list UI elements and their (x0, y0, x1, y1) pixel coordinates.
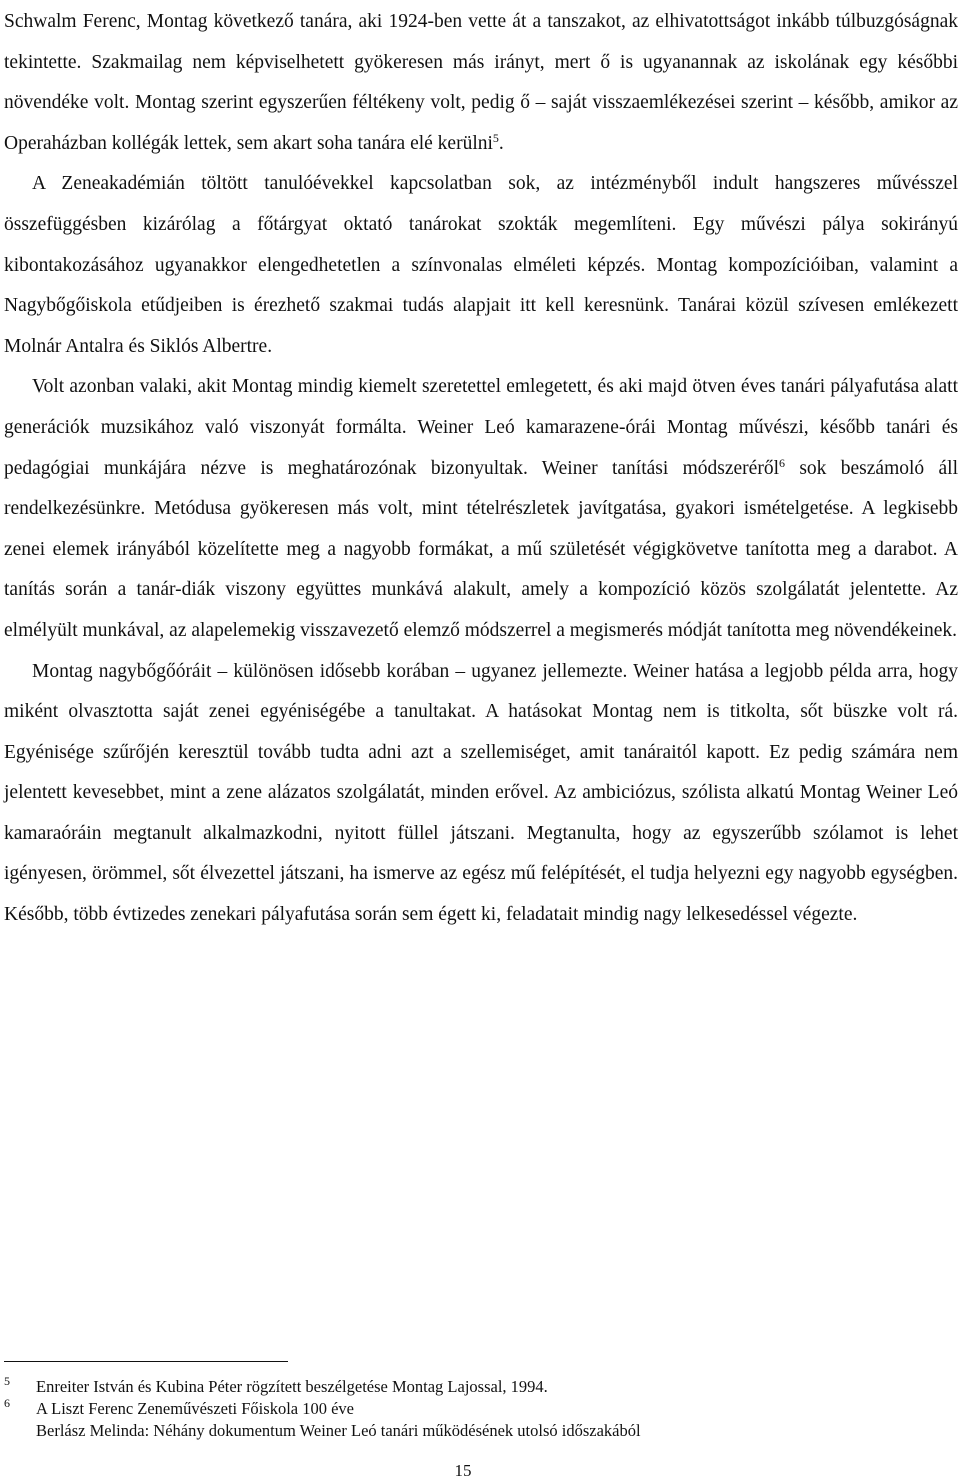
paragraph-text: sok beszámoló áll rendelkezésünkre. Metódusa gyökeresen más volt, mint tételrészletek javítgatása, gyakori ismételgetése. A legkisebb zenei elemek irányából közelítette meg a nagyobb formákat, a mű születését végigkövetve tanította meg a darabot. A tanítás során a tanár-diák viszony együttes munkává alakult, amely a kompozíció közös szolgálatát jelentette. Az elmélyült munkával, az alapelemekig visszavezető elemző módszerrel a megismerés módját tanította meg növendékeinek. (4, 457, 958, 641)
body-text (4, 2, 958, 936)
paragraph-zeneakademia (4, 164, 958, 367)
footnote-separator (4, 1361, 288, 1362)
footnote-number: 5 (4, 1374, 10, 1388)
paragraph-montag-orai (4, 652, 958, 936)
footnote-ref-5[interactable]: 5 (492, 130, 499, 145)
footnote-text: A Liszt Ferenc Zeneművészeti Főiskola 100 éve (36, 1399, 354, 1418)
footnote-number: 6 (4, 1396, 10, 1410)
paragraph-text: . (498, 132, 504, 154)
paragraph-schwalm (4, 2, 958, 164)
paragraph-text: Schwalm Ferenc, Montag következő tanára, aki 1924-ben vette át a tanszakot, az elhivatottságot inkább túlbuzgóságnak tekintette. Szakmailag nem képviselhetett gyökeresen más irányt, mert ő is ugyanannak az iskolának egy későbbi növendéke volt. Montag szerint egyszerűen féltékeny volt, pedig ő – saját visszaemlékezései szerint – később, amikor az Operaházban kollégák lettek, sem akart soha tanára elé kerülni (4, 11, 958, 154)
footnote-6 (4, 1398, 904, 1420)
paragraph-text: Volt azonban valaki, akit Montag mindig kiemelt szeretettel emlegetett, és aki majd ötven éves tanári pályafutása alatt generációk muzsikához való viszonyát formálta. Weiner Leó kamarazene-órái Montag művészi, később tanári és pedagógiai munkájára nézve is meghatározónak bizonyultak. Weiner tanítási módszeréről (4, 376, 958, 479)
page-number: 15 (454, 1461, 472, 1480)
footnote-5 (4, 1376, 904, 1398)
footnote-ref-6[interactable]: 6 (779, 455, 785, 470)
footnotes (4, 1376, 904, 1442)
paragraph-text: A Zeneakadémián töltött tanulóévekkel kapcsolatban sok, az intézményből indult hangszeres művésszel összefüggésben kizárólag a főtárgyat oktató tanárokat szokták megemlíteni. Egy művészi pálya sokirányú kibontakozásához ugyanakkor elengedhetetlen a színvonalas elméleti képzés. Montag kompozícióiban, valamint a Nagybőgőiskola etűdjeiben is érezhető szakmai tudás alapjait itt kell keresnünk. Tanárai közül szívesen emlékezett Molnár Antalra és Siklós Albertre. (4, 173, 958, 357)
footnote-6-continued (4, 1420, 904, 1442)
footnote-text: Enreiter István és Kubina Péter rögzített beszélgetése Montag Lajossal, 1994. (36, 1377, 548, 1396)
footnote-text: Berlász Melinda: Néhány dokumentum Weiner Leó tanári működésének utolsó időszakából (36, 1421, 641, 1440)
paragraph-text: Montag nagybőgőóráit – különösen idősebb korában – ugyanez jellemezte. Weiner hatása a legjobb példa arra, hogy miként olvasztotta saját zenei egyéniségébe a tanultakat. A hatásokat Montag nem is titkolta, sőt büszke volt rá. Egyénisége szűrőjén keresztül tovább tudta adni azt a szellemiséget, amit tanáraitól kapott. Ez pedig számára nem jelentett kevesebbet, mint a zene alázatos szolgálatát, minden erővel. Az ambiciózus, szólista alkatú Montag Weiner Leó kamaraóráin megtanult alkalmazkodni, nyitott füllel játszani. Megtanulta, hogy az egyszerűbb szólamot is lehet igényesen, örömmel, sőt élvezettel játszani, ha ismerve az egész mű felépítését, el tudja helyezni egy nagyobb egységben. Később, több évtizedes zenekari pályafutása során sem égett ki, feladatait mindig nagy lelkesedéssel végezte. (4, 660, 958, 926)
paragraph-weiner (4, 367, 958, 651)
